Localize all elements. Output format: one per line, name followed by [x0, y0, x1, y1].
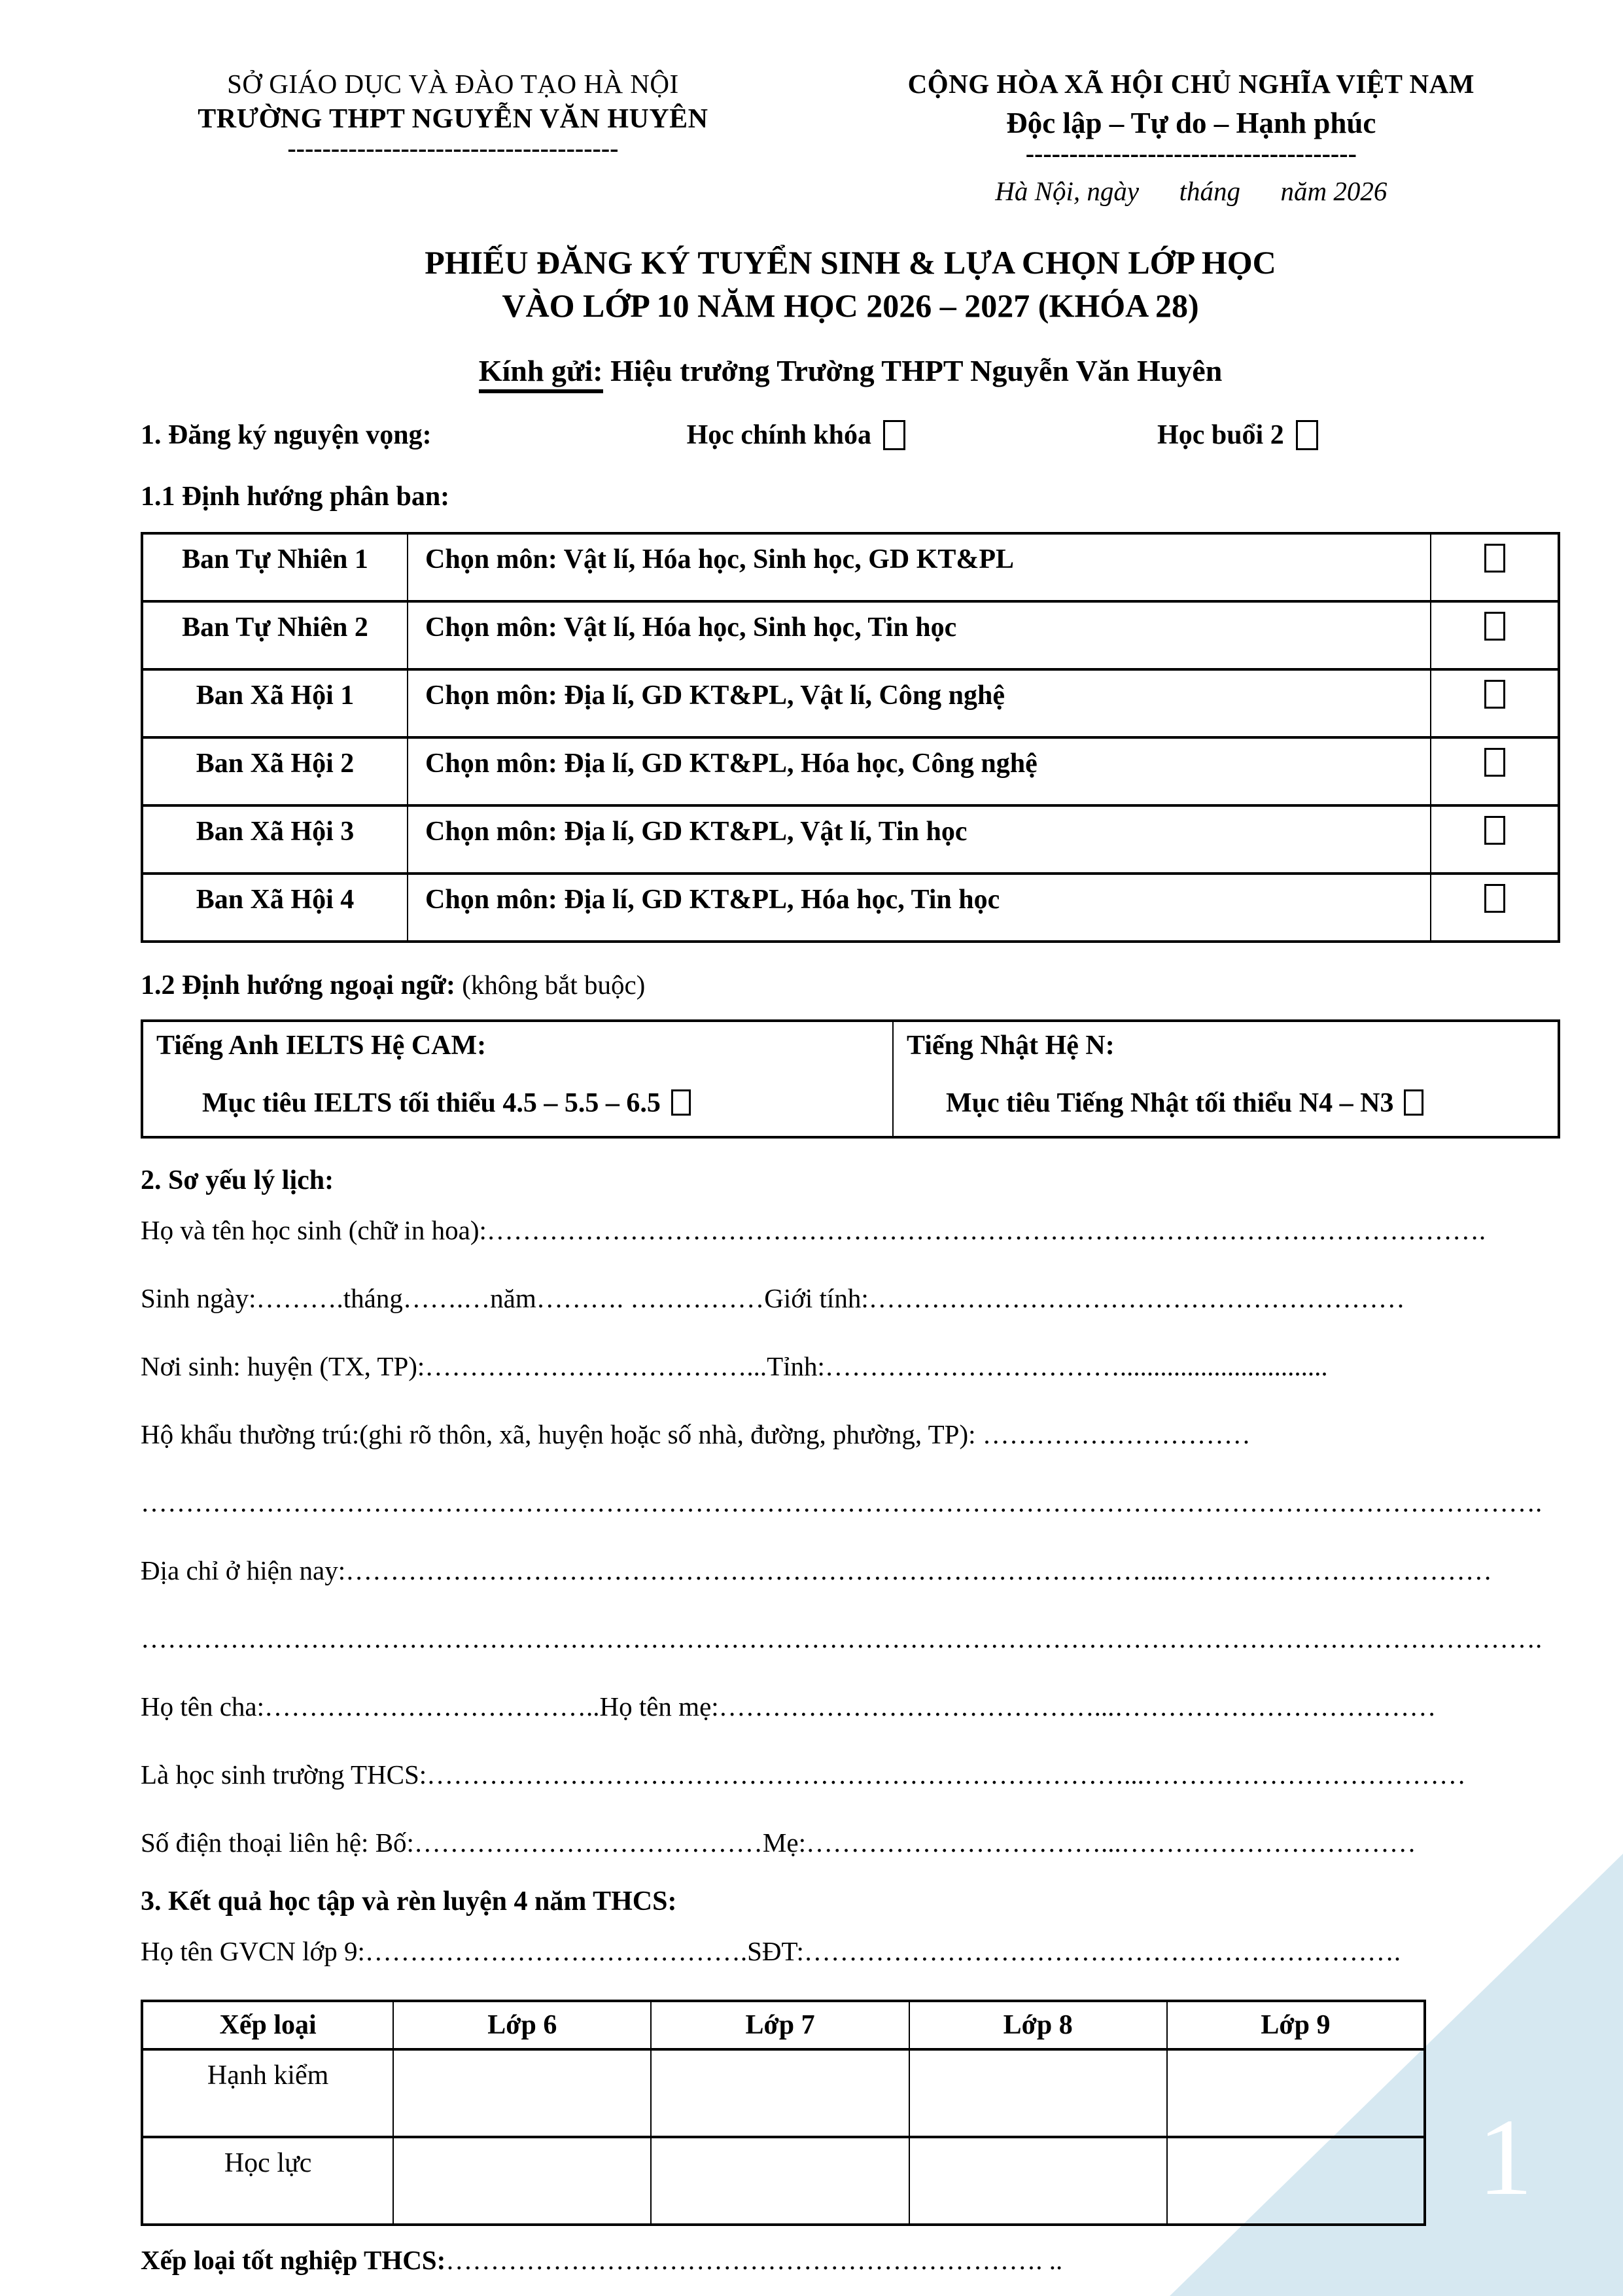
- results-cell: [393, 2049, 651, 2137]
- table-row: [142, 601, 1559, 669]
- field-secondary-school: Là học sinh trường THCS:……………………………………………………………………...………………………………: [141, 1759, 1466, 1790]
- ban-name-cell: Ban Xã Hội 1: [142, 669, 408, 737]
- results-cell: [1167, 2049, 1425, 2137]
- department-name: SỞ GIÁO DỤC VÀ ĐÀO TẠO HÀ NỘI: [227, 69, 679, 99]
- section2-heading: 2. Sơ yếu lý lịch:: [141, 1165, 334, 1195]
- japanese-target-label: Mục tiêu Tiếng Nhật tối thiểu N4 – N3: [945, 1088, 1394, 1118]
- english-cell: [142, 1021, 893, 1137]
- results-cell: [393, 2137, 651, 2225]
- form-title-line2: VÀO LỚP 10 NĂM HỌC 2026 – 2027 (KHÓA 28): [502, 287, 1199, 324]
- english-header: Tiếng Anh IELTS Hệ CAM:: [156, 1031, 487, 1061]
- ban-orientation-table: [141, 532, 1560, 943]
- ban-desc-cell: Chọn môn: Vật lí, Hóa học, Sinh học, Tin học: [408, 601, 1431, 669]
- ban-name-cell: Ban Tự Nhiên 1: [142, 533, 408, 601]
- ban-desc-cell: Chọn môn: Địa lí, GD KT&PL, Hóa học, Tin học: [408, 874, 1431, 942]
- table-row: [142, 533, 1559, 601]
- results-header-lop8: Lớp 8: [909, 2001, 1167, 2049]
- ban-desc-cell: Chọn môn: Địa lí, GD KT&PL, Hóa học, Công nghệ: [408, 737, 1431, 805]
- ban-checkbox-cell: [1431, 805, 1559, 874]
- field-birthdate-gender: Sinh ngày:……….tháng…….…năm………. ……………Giới tính:……………………………………………………: [141, 1283, 1405, 1313]
- ban-xa-hoi-4-checkbox[interactable]: [1484, 884, 1505, 913]
- graduation-rank-label: Xếp loại tốt nghiệp THCS:: [141, 2245, 446, 2275]
- left-divider: --------------------------------------: [287, 133, 619, 163]
- results-conduct-row: [142, 2049, 1425, 2137]
- dateline: Hà Nội, ngày tháng năm 2026: [995, 176, 1387, 206]
- results-cell: [651, 2137, 909, 2225]
- section1-2-heading-label: 1.2 Định hướng ngoại ngữ:: [141, 970, 455, 1000]
- ban-tu-nhien-1-checkbox[interactable]: [1484, 544, 1505, 573]
- results-header-lop7: Lớp 7: [651, 2001, 909, 2049]
- option-hoc-chinh-khoa: [687, 419, 905, 451]
- ban-xa-hoi-1-checkbox[interactable]: [1484, 680, 1505, 709]
- section1-options-row: [141, 419, 1560, 451]
- field-phone-numbers: Số điện thoại liên hệ: Bố:…………………………………Mẹ:……………………………...……………………………: [141, 1828, 1416, 1858]
- ban-desc-cell: Chọn môn: Địa lí, GD KT&PL, Vật lí, Tin học: [408, 805, 1431, 874]
- section1-heading: 1. Đăng ký nguyện vọng:: [141, 420, 432, 450]
- language-orientation-table: [141, 1019, 1560, 1139]
- ban-checkbox-cell: [1431, 737, 1559, 805]
- right-divider: --------------------------------------: [1025, 139, 1357, 168]
- field-father-mother-name: Họ tên cha:………………………………..Họ tên mẹ:……………………………………...………………………………: [141, 1691, 1437, 1722]
- salutation-text: Hiệu trưởng Trường THPT Nguyễn Văn Huyên: [602, 354, 1223, 387]
- results-header-lop6: Lớp 6: [393, 2001, 651, 2049]
- section1-1-heading: 1.1 Định hướng phân ban:: [141, 482, 450, 512]
- results-cell: [1167, 2137, 1425, 2225]
- table-row: [142, 874, 1559, 942]
- section1-2-heading: [141, 969, 1560, 1001]
- page-header: [141, 68, 1560, 207]
- results-header-row: [142, 2001, 1425, 2049]
- ban-desc-cell: Chọn môn: Địa lí, GD KT&PL, Vật lí, Công nghệ: [408, 669, 1431, 737]
- results-academic-row: [142, 2137, 1425, 2225]
- table-row: [142, 1021, 1559, 1137]
- results-row-label: Học lực: [142, 2137, 393, 2225]
- graduation-rank-dots: …………………………………………………………. ..: [445, 2245, 1063, 2275]
- option-hoc-buoi-2-label: Học buổi 2: [1157, 420, 1284, 450]
- ban-checkbox-cell: [1431, 669, 1559, 737]
- results-cell: [909, 2049, 1167, 2137]
- section3-heading: 3. Kết quả học tập và rèn luyện 4 năm THCS:: [141, 1886, 677, 1916]
- field-current-address: Địa chỉ ở hiện nay:………………………………………………………………………………...………………………………: [141, 1555, 1492, 1585]
- ban-name-cell: Ban Xã Hội 2: [142, 737, 408, 805]
- results-cell: [651, 2049, 909, 2137]
- field-graduation-rank: [141, 2226, 1560, 2294]
- results-header-xep-loai: Xếp loại: [142, 2001, 393, 2049]
- field-permanent-residence: Hộ khẩu thường trú:(ghi rõ thôn, xã, huyện hoặc số nhà, đường, phường, TP): …………………………: [141, 1419, 1251, 1449]
- salutation-label: Kính gửi:: [479, 354, 603, 393]
- header-national-block: [822, 68, 1560, 207]
- hoc-chinh-khoa-checkbox[interactable]: [883, 420, 905, 450]
- ban-name-cell: Ban Xã Hội 4: [142, 874, 408, 942]
- ban-checkbox-cell: [1431, 533, 1559, 601]
- table-row: [142, 805, 1559, 874]
- japanese-header: Tiếng Nhật Hệ N:: [906, 1031, 1115, 1061]
- header-school-block: [141, 68, 765, 163]
- national-motto-line1: CỘNG HÒA XÃ HỘI CHỦ NGHĨA VIỆT NAM: [907, 69, 1475, 99]
- ban-xa-hoi-3-checkbox[interactable]: [1484, 816, 1505, 845]
- form-title-line1: PHIẾU ĐĂNG KÝ TUYỂN SINH & LỰA CHỌN LỚP HỌC: [425, 244, 1276, 281]
- field-current-address-cont: ………………………………………………………………………………………………………………………………………….: [141, 1623, 1543, 1653]
- ban-name-cell: Ban Xã Hội 3: [142, 805, 408, 874]
- ban-tu-nhien-2-checkbox[interactable]: [1484, 612, 1505, 641]
- field-permanent-residence-cont: ………………………………………………………………………………………………………………………………………….: [141, 1487, 1543, 1517]
- ban-desc-cell: Chọn môn: Vật lí, Hóa học, Sinh học, GD KT&PL: [408, 533, 1431, 601]
- japanese-cell: [893, 1021, 1559, 1137]
- english-target: [156, 1087, 892, 1119]
- school-name: TRƯỜNG THPT NGUYỄN VĂN HUYÊN: [198, 104, 708, 134]
- field-gvcn: Họ tên GVCN lớp 9:…………………………………….SĐT:………………………………………………………….: [141, 1936, 1401, 1966]
- page-number: 1: [1478, 2096, 1533, 2218]
- ban-checkbox-cell: [1431, 874, 1559, 942]
- option-hoc-buoi-2: [1157, 419, 1318, 451]
- japanese-target-checkbox[interactable]: [1404, 1089, 1423, 1116]
- ban-xa-hoi-2-checkbox[interactable]: [1484, 748, 1505, 777]
- table-row: [142, 737, 1559, 805]
- results-row-label: Hạnh kiểm: [142, 2049, 393, 2137]
- hoc-buoi-2-checkbox[interactable]: [1296, 420, 1318, 450]
- ielts-target-checkbox[interactable]: [671, 1089, 691, 1116]
- english-target-label: Mục tiêu IELTS tối thiểu 4.5 – 5.5 – 6.5: [202, 1088, 661, 1118]
- national-motto-line2: Độc lập – Tự do – Hạnh phúc: [1006, 107, 1376, 139]
- option-hoc-chinh-khoa-label: Học chính khóa: [686, 420, 872, 450]
- section1-2-heading-note: (không bắt buộc): [455, 970, 646, 1000]
- japanese-target: [907, 1087, 1558, 1119]
- results-cell: [909, 2137, 1167, 2225]
- field-birthplace: Nơi sinh: huyện (TX, TP):………………………………...Tỉnh:……………………………...............................: [141, 1351, 1328, 1381]
- field-student-name: Họ và tên học sinh (chữ in hoa):………………………………………………………………………………………………….: [141, 1215, 1486, 1245]
- table-row: [142, 669, 1559, 737]
- form-title: [141, 241, 1560, 327]
- salutation: [141, 353, 1560, 388]
- ban-checkbox-cell: [1431, 601, 1559, 669]
- results-header-lop9: Lớp 9: [1167, 2001, 1425, 2049]
- results-table: [141, 2000, 1426, 2226]
- ban-name-cell: Ban Tự Nhiên 2: [142, 601, 408, 669]
